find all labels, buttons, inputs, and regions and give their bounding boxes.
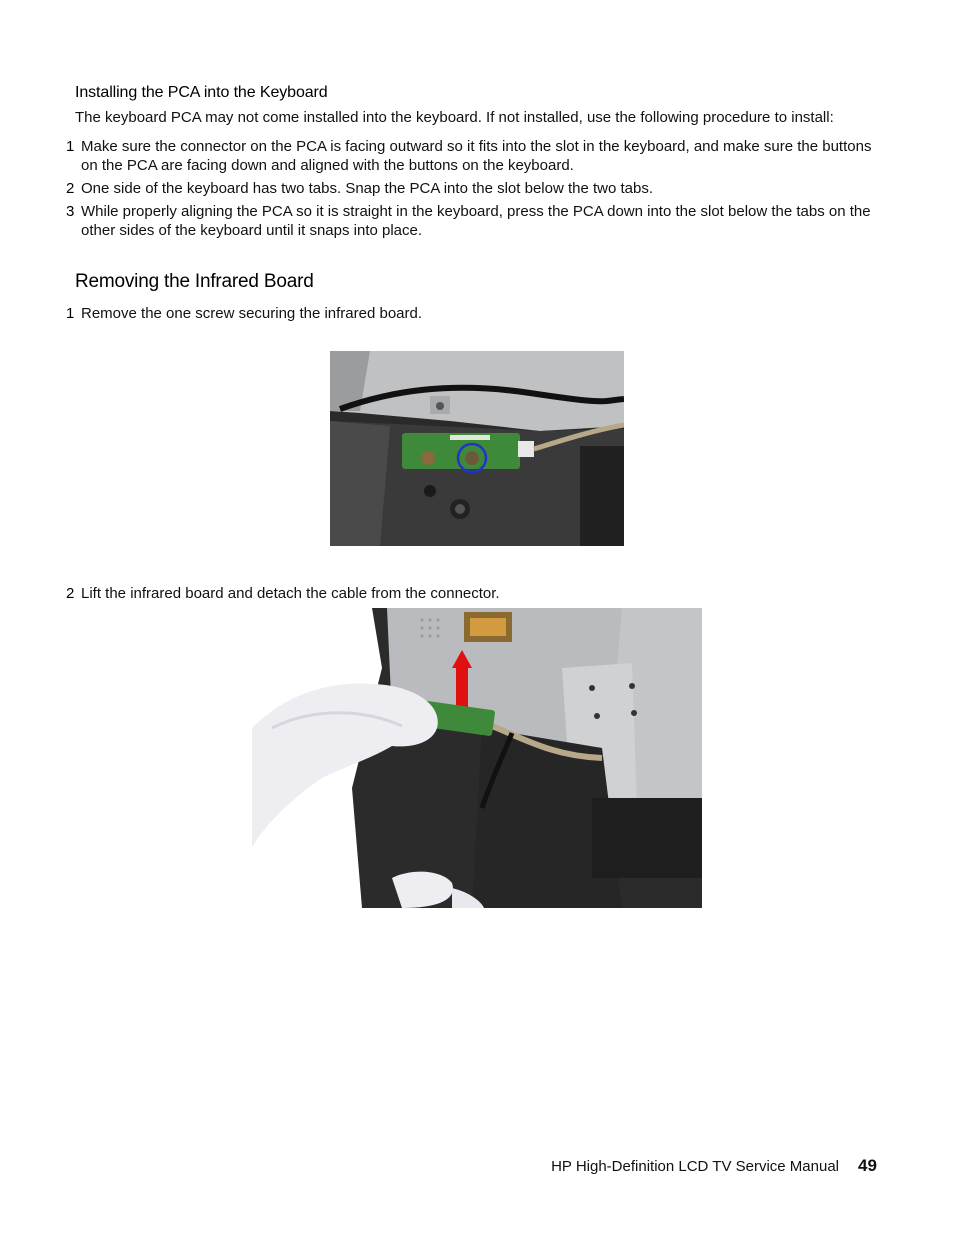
step-text: Remove the one screw securing the infrared board. — [81, 305, 423, 322]
page-number: 49 — [858, 1156, 877, 1175]
photo-lift-infrared-board — [252, 608, 702, 908]
intro-paragraph: The keyboard PCA may not come installed into the keyboard. If not installed, use the following procedure to install: — [75, 109, 834, 126]
photo-infrared-board-screw-illustration — [330, 351, 624, 546]
step-number: 2 — [66, 585, 75, 602]
step-text: While properly aligning the PCA so it is straight in the keyboard, press the PCA down into the slot below the tabs on the other sides of the keyboard until it snaps into place. — [81, 203, 871, 239]
step-text: Make sure the connector on the PCA is facing outward so it fits into the slot in the keyboard, and make sure the buttons on the PCA are facing down and aligned with the buttons on the keyboard. — [81, 138, 872, 174]
footer-manual-title: HP High-Definition LCD TV Service Manual — [551, 1158, 839, 1175]
photo-lift-infrared-board-illustration — [252, 608, 702, 908]
section-heading-install-pca: Installing the PCA into the Keyboard — [75, 84, 328, 101]
step-number: 2 — [66, 180, 75, 197]
step-number: 1 — [66, 305, 75, 322]
photo-infrared-board-screw — [330, 351, 624, 546]
section-heading-remove-infrared: Removing the Infrared Board — [75, 271, 314, 292]
step-text: One side of the keyboard has two tabs. Snap the PCA into the slot below the two tabs. — [81, 180, 654, 197]
step-text: Lift the infrared board and detach the cable from the connector. — [81, 585, 500, 602]
step-number: 1 — [66, 138, 75, 155]
step-number: 3 — [66, 203, 75, 220]
